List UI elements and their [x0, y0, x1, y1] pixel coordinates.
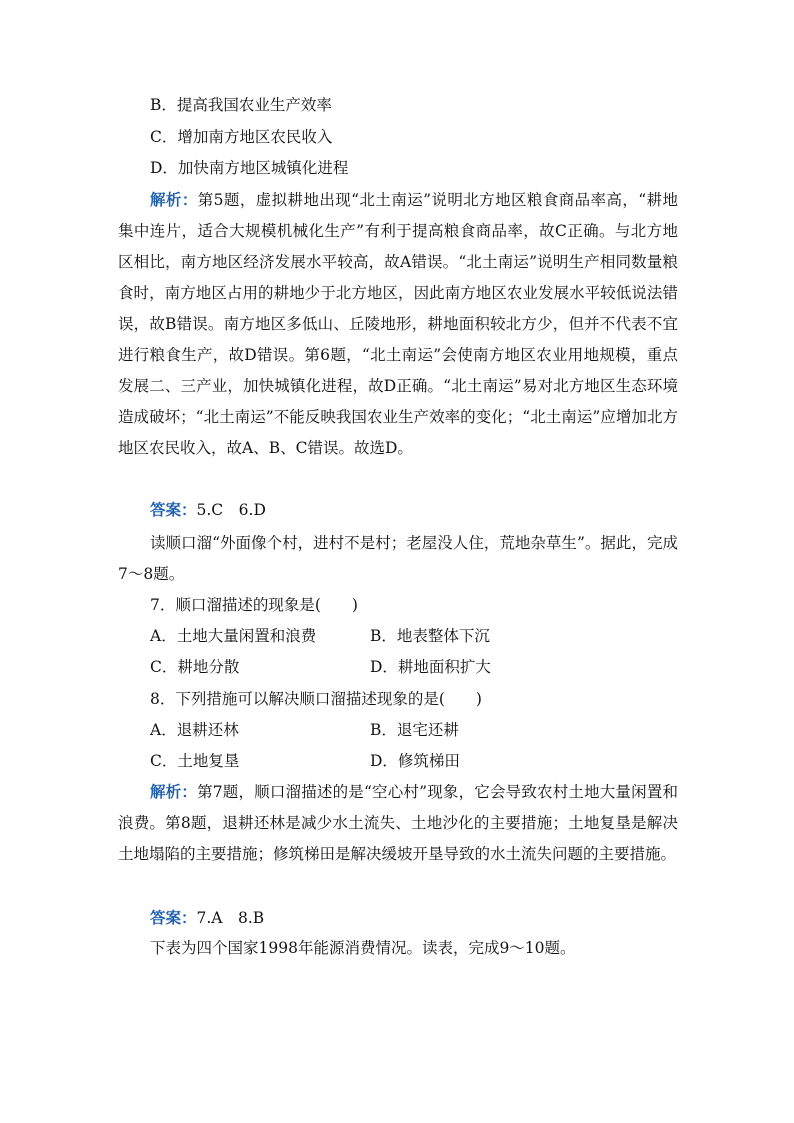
analysis-label: 解析： [150, 190, 198, 209]
analysis-5-6 [118, 184, 678, 464]
analysis-7-8 [118, 776, 678, 870]
intro-7-8: 读顺口溜“外面像个村，进村不是村；老屋没人住，荒地杂草生”。据此，完成7～8题。 [118, 534, 678, 583]
option-d-q7: D．耕地面积扩大 [370, 658, 491, 676]
question-7-stem: 7．顺口溜描述的现象是( ) [150, 596, 358, 614]
answer-7-8 [150, 902, 710, 934]
answer-text: 5.C 6.D [196, 501, 266, 519]
analysis-text: 第7题，顺口溜描述的是“空心村”现象，它会导致农村土地大量闲置和浪费。第8题，退耕还林是减少水土流失、土地沙化的主要措施；土地复垦是解决土地塌陷的主要措施；修筑梯田是解决缓坡开垦导致的水土流失问题的主要措施。 [118, 783, 678, 863]
option-c-q8: C．土地复垦 [150, 752, 240, 770]
answer-label: 答案： [150, 500, 197, 519]
option-d-q8: D．修筑梯田 [370, 752, 460, 770]
answer-5-6 [150, 494, 710, 526]
option-c-q7: C．耕地分散 [150, 658, 240, 676]
question-7-options-row-2 [150, 652, 670, 683]
option-c-q6: C．增加南方地区农民收入 [150, 128, 333, 146]
answer-label: 答案： [150, 908, 197, 927]
question-8-stem: 8．下列措施可以解决顺口溜描述现象的是( ) [150, 690, 482, 708]
question-7-options-row-1 [150, 621, 670, 652]
intro-9-10: 下表为四个国家1998年能源消费情况。读表，完成9～10题。 [150, 939, 576, 957]
analysis-text: 第5题，虚拟耕地出现“北土南运”说明北方地区粮食商品率高，“耕地集中连片，适合大规模机械化生产”有利于提高粮食商品率，故C正确。与北方地区相比，南方地区经济发展水平较高，故A错误。“北土南运”说明生产相同数量粮食时，南方地区占用的耕地少于北方地区，因此南方地区农业发展水平较低说法错误，故B错误。南方地区多低山、丘陵地形，耕地面积较北方少，但并不代表不宜进行粮食生产，故D错误。第6题，“北土南运”会使南方地区农业用地规模，重点发展二、三产业，加快城镇化进程，故D正确。“北土南运”易对北方地区生态环境造成破坏；“北土南运”不能反映我国农业生产效率的变化；“北土南运”应增加北方地区农民收入，故A、B、C错误。故选D。 [118, 191, 678, 457]
option-b-q6: B．提高我国农业生产效率 [150, 96, 332, 114]
analysis-label: 解析： [150, 782, 198, 801]
question-8-options-row-2 [150, 746, 670, 777]
option-b-q7: B．地表整体下沉 [370, 627, 490, 645]
option-a-q7: A．土地大量闲置和浪费 [150, 627, 317, 645]
question-8-options-row-1 [150, 715, 670, 746]
option-b-q8: B．退宅还耕 [370, 721, 459, 739]
option-d-q6: D．加快南方地区城镇化进程 [150, 159, 349, 177]
answer-text: 7.A 8.B [196, 909, 265, 927]
option-a-q8: A．退耕还林 [150, 721, 239, 739]
